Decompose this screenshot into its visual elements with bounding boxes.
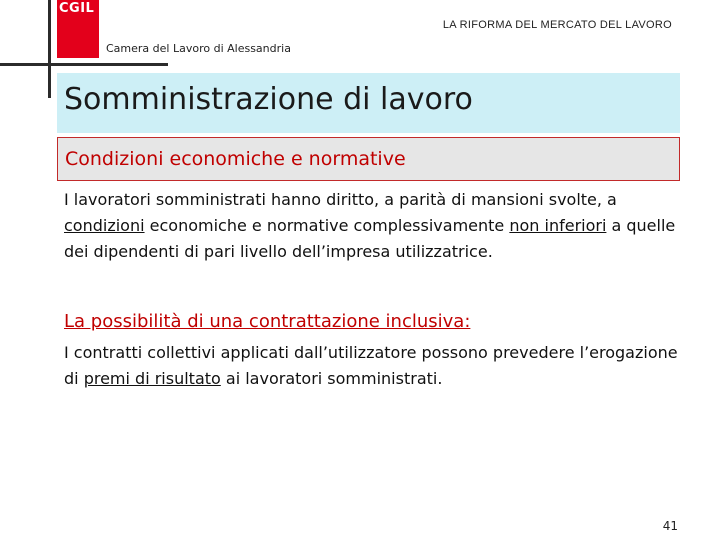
paragraph-text: I lavoratori somministrati hanno diritto, a parità di mansioni svolte, a bbox=[64, 190, 617, 209]
subtitle-banner bbox=[57, 137, 680, 181]
decorative-horizontal-line bbox=[0, 63, 168, 66]
paragraph-text: ai lavoratori somministrati. bbox=[220, 369, 443, 388]
paragraph-text: a quelle dei dipendenti di pari livello dell’impresa utilizzatrice. bbox=[64, 216, 676, 261]
underlined-term: non inferiori bbox=[509, 216, 607, 235]
organization-name: Camera del Lavoro di Alessandria bbox=[106, 42, 291, 55]
page-number: 41 bbox=[662, 519, 678, 533]
slide-title: Somministrazione di lavoro bbox=[64, 82, 473, 117]
decorative-vertical-line bbox=[48, 0, 51, 98]
logo-text: CGIL bbox=[59, 1, 95, 16]
paragraph-text: economiche e normative complessivamente bbox=[144, 216, 510, 235]
cgil-logo bbox=[57, 0, 99, 58]
slide-subtitle: Condizioni economiche e normative bbox=[65, 148, 406, 170]
paragraph-contracts bbox=[64, 340, 684, 392]
paragraph-text: I contratti collettivi applicati dall’utilizzatore possono prevedere l’erogazione di bbox=[64, 343, 678, 388]
section-heading: La possibilità di una contrattazione inclusiva: bbox=[64, 311, 471, 332]
title-banner bbox=[57, 73, 680, 133]
running-title: LA RIFORMA DEL MERCATO DEL LAVORO bbox=[442, 19, 672, 31]
underlined-term: premi di risultato bbox=[83, 369, 221, 388]
paragraph-rights bbox=[64, 187, 684, 265]
underlined-term: condizioni bbox=[64, 216, 145, 235]
